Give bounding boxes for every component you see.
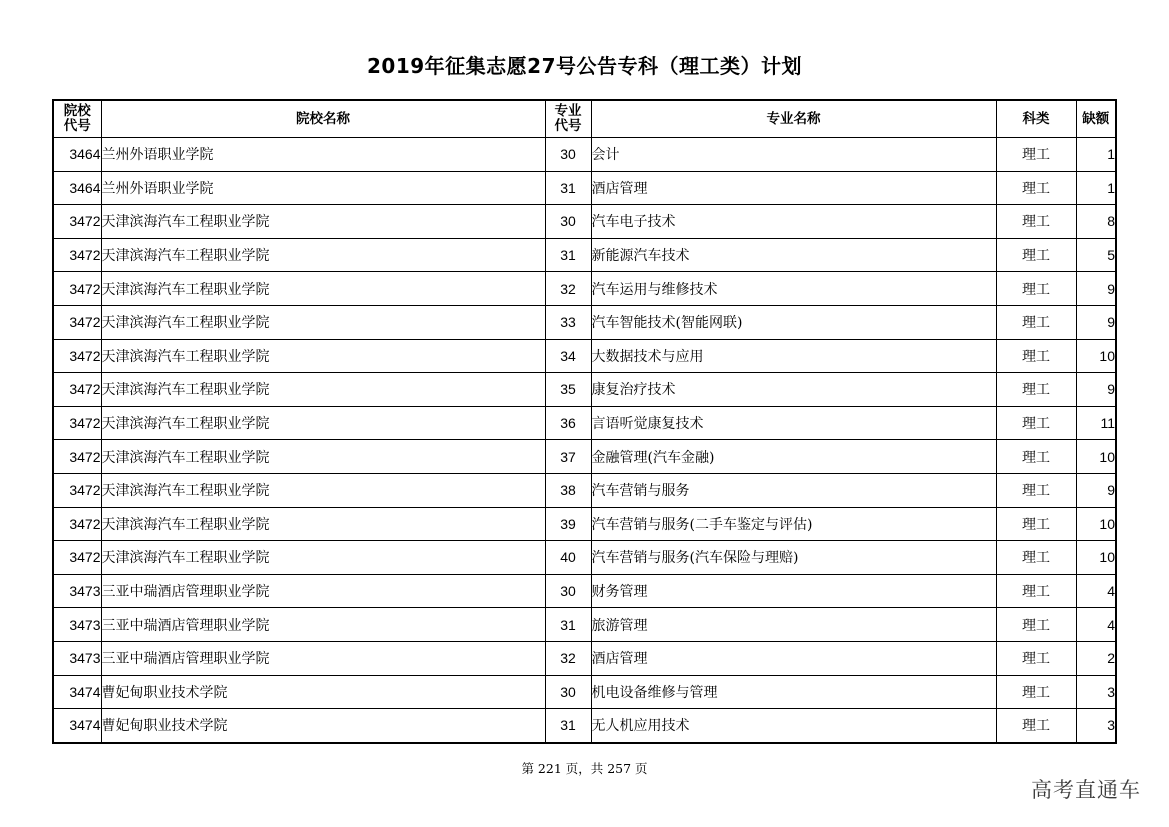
cell-school-code: 3472 <box>53 473 101 507</box>
cell-school-name: 三亚中瑞酒店管理职业学院 <box>101 574 545 608</box>
header-school-name: 院校名称 <box>101 100 545 138</box>
header-school-code-label: 院校 代号 <box>63 103 91 134</box>
cell-category: 理工 <box>996 339 1076 373</box>
cell-quota: 8 <box>1076 205 1116 239</box>
cell-quota: 4 <box>1076 574 1116 608</box>
table-row <box>53 473 1116 507</box>
cell-school-name: 曹妃甸职业技术学院 <box>101 675 545 709</box>
cell-school-name: 天津滨海汽车工程职业学院 <box>101 440 545 474</box>
cell-major-code: 31 <box>545 238 591 272</box>
cell-quota: 5 <box>1076 238 1116 272</box>
cell-school-name: 兰州外语职业学院 <box>101 138 545 172</box>
cell-school-code: 3472 <box>53 272 101 306</box>
table-row <box>53 406 1116 440</box>
cell-major-name: 汽车营销与服务(二手车鉴定与评估) <box>591 507 996 541</box>
cell-category: 理工 <box>996 305 1076 339</box>
table-row <box>53 574 1116 608</box>
cell-school-name: 三亚中瑞酒店管理职业学院 <box>101 608 545 642</box>
cell-quota: 3 <box>1076 709 1116 743</box>
cell-school-name: 天津滨海汽车工程职业学院 <box>101 238 545 272</box>
cell-school-code: 3472 <box>53 541 101 575</box>
cell-school-code: 3474 <box>53 709 101 743</box>
cell-school-name: 天津滨海汽车工程职业学院 <box>101 473 545 507</box>
cell-major-name: 汽车智能技术(智能网联) <box>591 305 996 339</box>
header-school-code <box>53 100 101 138</box>
cell-major-code: 30 <box>545 205 591 239</box>
cell-major-code: 39 <box>545 507 591 541</box>
cell-quota: 9 <box>1076 305 1116 339</box>
cell-major-name: 汽车运用与维修技术 <box>591 272 996 306</box>
cell-category: 理工 <box>996 205 1076 239</box>
cell-school-name: 天津滨海汽车工程职业学院 <box>101 339 545 373</box>
table-row <box>53 641 1116 675</box>
cell-school-code: 3472 <box>53 238 101 272</box>
cell-major-code: 31 <box>545 608 591 642</box>
cell-school-code: 3474 <box>53 675 101 709</box>
cell-category: 理工 <box>996 541 1076 575</box>
page-footer: 第 221 页，共 257 页 <box>521 761 648 776</box>
cell-school-name: 兰州外语职业学院 <box>101 171 545 205</box>
cell-quota: 10 <box>1076 339 1116 373</box>
cell-major-name: 言语听觉康复技术 <box>591 406 996 440</box>
cell-major-name: 新能源汽车技术 <box>591 238 996 272</box>
table-row <box>53 238 1116 272</box>
watermark-logo: 高考直通车 <box>1031 778 1141 802</box>
cell-school-code: 3464 <box>53 138 101 172</box>
cell-school-code: 3473 <box>53 641 101 675</box>
cell-quota: 10 <box>1076 507 1116 541</box>
page-title: 2019年征集志愿27号公告专科（理工类）计划 <box>367 54 802 78</box>
table-row <box>53 440 1116 474</box>
cell-major-code: 36 <box>545 406 591 440</box>
cell-major-code: 30 <box>545 675 591 709</box>
cell-major-name: 康复治疗技术 <box>591 373 996 407</box>
cell-quota: 2 <box>1076 641 1116 675</box>
cell-school-name: 天津滨海汽车工程职业学院 <box>101 305 545 339</box>
cell-category: 理工 <box>996 473 1076 507</box>
cell-category: 理工 <box>996 574 1076 608</box>
cell-major-code: 31 <box>545 171 591 205</box>
cell-school-code: 3472 <box>53 373 101 407</box>
cell-major-code: 30 <box>545 138 591 172</box>
cell-category: 理工 <box>996 507 1076 541</box>
cell-school-name: 天津滨海汽车工程职业学院 <box>101 272 545 306</box>
cell-quota: 11 <box>1076 406 1116 440</box>
table-row <box>53 272 1116 306</box>
cell-major-code: 32 <box>545 272 591 306</box>
table-row <box>53 373 1116 407</box>
cell-major-code: 40 <box>545 541 591 575</box>
cell-major-name: 无人机应用技术 <box>591 709 996 743</box>
header-category: 科类 <box>996 100 1076 138</box>
cell-school-name: 天津滨海汽车工程职业学院 <box>101 205 545 239</box>
table-row <box>53 305 1116 339</box>
cell-school-code: 3464 <box>53 171 101 205</box>
cell-school-code: 3472 <box>53 339 101 373</box>
cell-quota: 10 <box>1076 440 1116 474</box>
cell-category: 理工 <box>996 171 1076 205</box>
cell-major-name: 汽车营销与服务 <box>591 473 996 507</box>
cell-major-code: 31 <box>545 709 591 743</box>
cell-major-code: 34 <box>545 339 591 373</box>
plan-table <box>52 99 1117 744</box>
table-row <box>53 709 1116 743</box>
table-row <box>53 171 1116 205</box>
cell-category: 理工 <box>996 641 1076 675</box>
cell-quota: 1 <box>1076 138 1116 172</box>
cell-school-name: 天津滨海汽车工程职业学院 <box>101 406 545 440</box>
cell-quota: 10 <box>1076 541 1116 575</box>
cell-category: 理工 <box>996 440 1076 474</box>
header-major-code <box>545 100 591 138</box>
cell-major-code: 35 <box>545 373 591 407</box>
cell-quota: 3 <box>1076 675 1116 709</box>
cell-school-code: 3473 <box>53 574 101 608</box>
cell-school-code: 3472 <box>53 507 101 541</box>
cell-major-code: 32 <box>545 641 591 675</box>
table-row <box>53 339 1116 373</box>
cell-school-code: 3472 <box>53 205 101 239</box>
cell-quota: 9 <box>1076 373 1116 407</box>
cell-major-name: 旅游管理 <box>591 608 996 642</box>
cell-quota: 9 <box>1076 473 1116 507</box>
cell-school-name: 三亚中瑞酒店管理职业学院 <box>101 641 545 675</box>
cell-school-name: 天津滨海汽车工程职业学院 <box>101 373 545 407</box>
header-major-code-label: 专业 代号 <box>554 103 582 134</box>
cell-category: 理工 <box>996 238 1076 272</box>
cell-major-name: 酒店管理 <box>591 641 996 675</box>
cell-major-name: 会计 <box>591 138 996 172</box>
header-major-name: 专业名称 <box>591 100 996 138</box>
table-row <box>53 205 1116 239</box>
cell-category: 理工 <box>996 406 1076 440</box>
cell-major-code: 30 <box>545 574 591 608</box>
cell-major-name: 金融管理(汽车金融) <box>591 440 996 474</box>
table-row <box>53 138 1116 172</box>
table-body <box>53 138 1116 743</box>
cell-major-name: 机电设备维修与管理 <box>591 675 996 709</box>
cell-major-name: 酒店管理 <box>591 171 996 205</box>
cell-school-name: 曹妃甸职业技术学院 <box>101 709 545 743</box>
header-quota: 缺额 <box>1076 100 1116 138</box>
cell-category: 理工 <box>996 272 1076 306</box>
cell-category: 理工 <box>996 373 1076 407</box>
table-row <box>53 608 1116 642</box>
cell-school-code: 3472 <box>53 440 101 474</box>
cell-quota: 9 <box>1076 272 1116 306</box>
cell-major-name: 汽车电子技术 <box>591 205 996 239</box>
cell-category: 理工 <box>996 709 1076 743</box>
table-header-row <box>53 100 1116 138</box>
cell-major-name: 汽车营销与服务(汽车保险与理赔) <box>591 541 996 575</box>
table-row <box>53 507 1116 541</box>
cell-quota: 4 <box>1076 608 1116 642</box>
cell-major-name: 大数据技术与应用 <box>591 339 996 373</box>
cell-category: 理工 <box>996 138 1076 172</box>
cell-category: 理工 <box>996 675 1076 709</box>
table-row <box>53 541 1116 575</box>
cell-school-code: 3473 <box>53 608 101 642</box>
cell-category: 理工 <box>996 608 1076 642</box>
cell-major-code: 38 <box>545 473 591 507</box>
cell-major-code: 33 <box>545 305 591 339</box>
cell-school-code: 3472 <box>53 305 101 339</box>
cell-school-name: 天津滨海汽车工程职业学院 <box>101 541 545 575</box>
cell-quota: 1 <box>1076 171 1116 205</box>
cell-major-name: 财务管理 <box>591 574 996 608</box>
table-row <box>53 675 1116 709</box>
cell-major-code: 37 <box>545 440 591 474</box>
cell-school-code: 3472 <box>53 406 101 440</box>
cell-school-name: 天津滨海汽车工程职业学院 <box>101 507 545 541</box>
